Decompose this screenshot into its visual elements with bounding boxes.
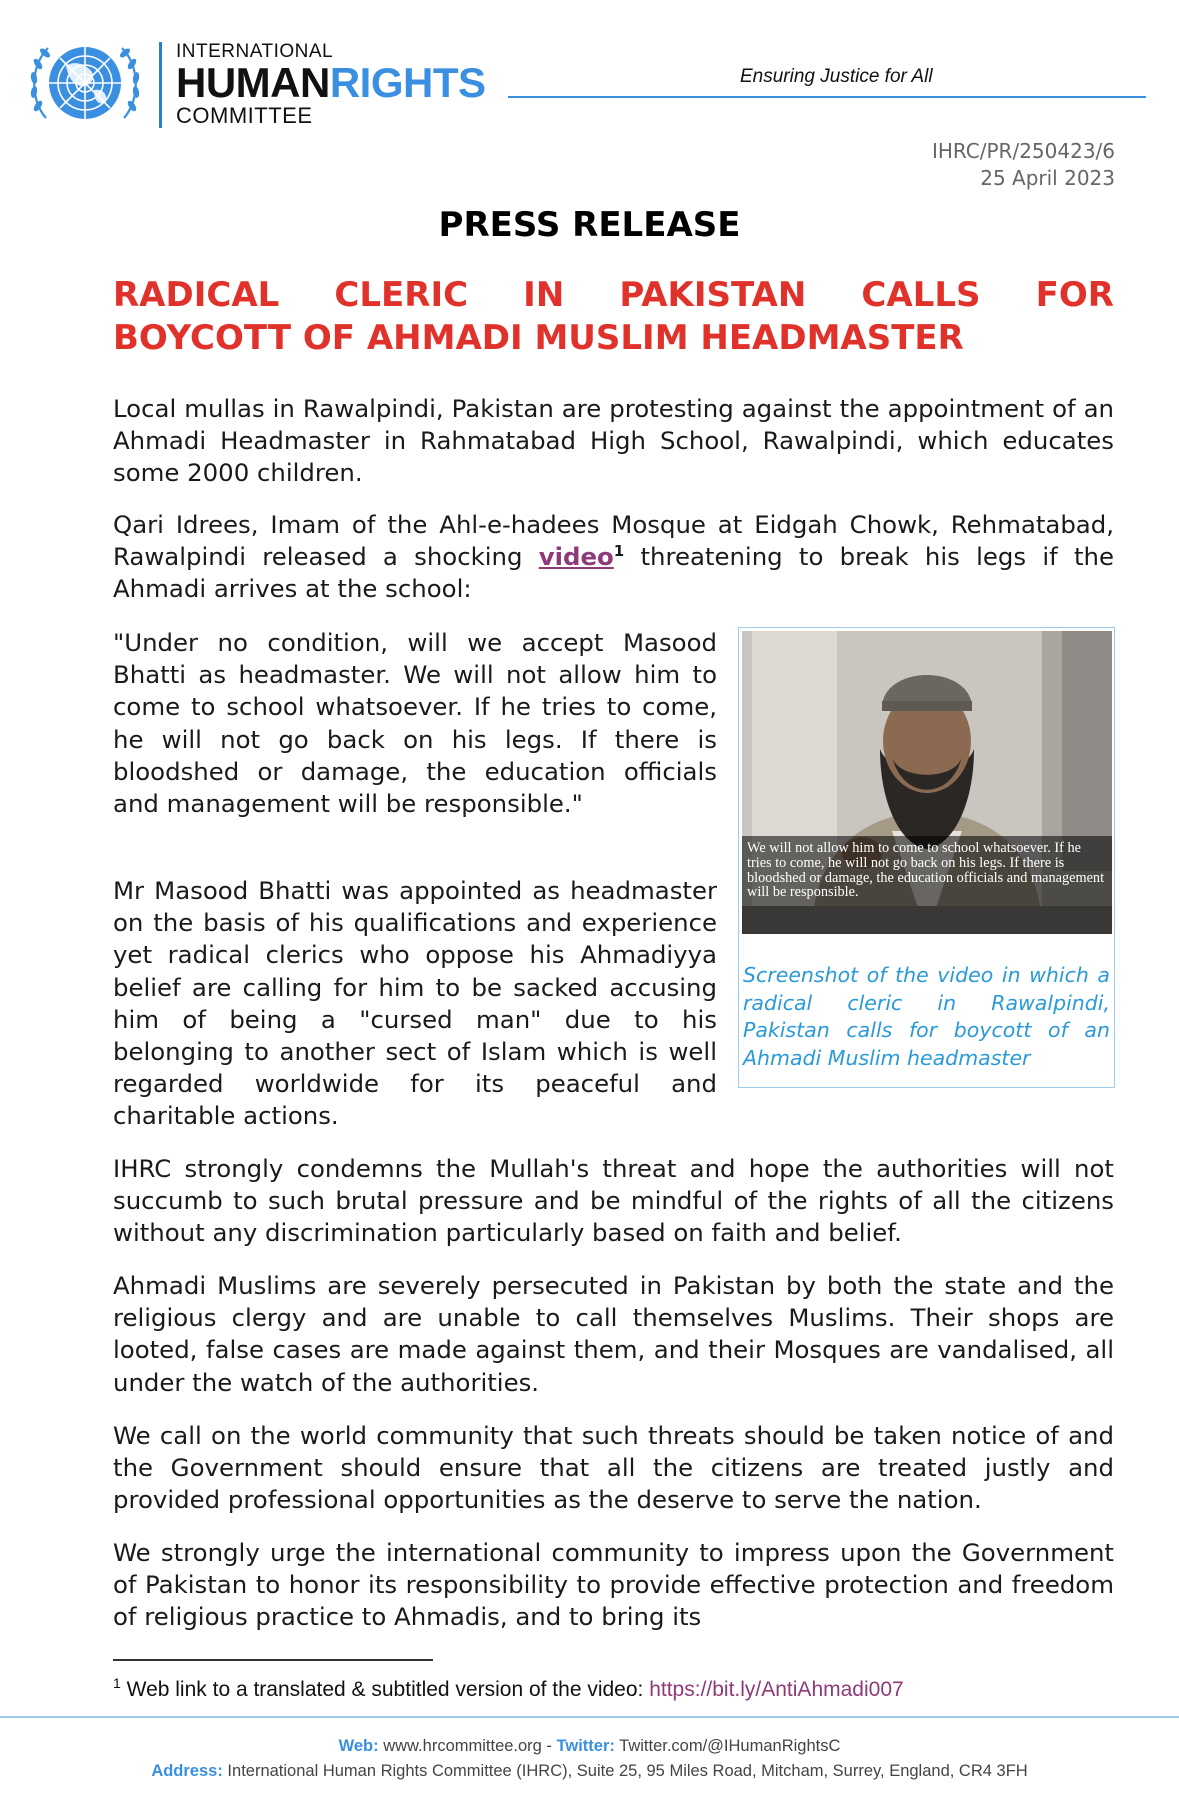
video-link[interactable]: video	[538, 542, 614, 572]
headline-word: CLERIC	[334, 275, 469, 315]
headline-word: IN	[523, 275, 565, 315]
footer-address-label: Address:	[151, 1762, 223, 1780]
headline-word: RADICAL	[113, 275, 280, 315]
logo-word-rights: RIGHTS	[329, 59, 486, 106]
paragraph-intro: Local mullas in Rawalpindi, Pakistan are protesting against the appointment of an Ahmadi Headmaster in Rahmatabad High School, Rawalpindi, which educates some 2000 children.	[113, 394, 1114, 488]
reference-code: IHRC/PR/250423/6	[931, 139, 1115, 163]
paragraph-video	[113, 509, 1114, 606]
headline-word: FOR	[1035, 275, 1114, 315]
footer-contact-line	[0, 1737, 1179, 1756]
headline-word: PAKISTAN	[619, 275, 807, 315]
logo-line-committee: COMMITTEE	[176, 103, 313, 128]
reference-block	[932, 138, 1115, 192]
reference-date: 25 April 2023	[980, 166, 1115, 190]
paragraph-video-text: Qari Idrees, Imam of the Ahl-e-hadees Mosque at Eidgah Chowk, Rehmatabad, Rawalpindi released a shocking	[113, 510, 1114, 572]
paragraph-persecution: Ahmadi Muslims are severely persecuted in Pakistan by both the state and the religious clergy and are unable to call themselves Muslims. Their shops are looted, false cases are made against them, and their Mosques are vandalised, all under the watch of the authorities.	[113, 1271, 1114, 1397]
footnote	[113, 1675, 904, 1702]
footer-web-link[interactable]: www.hrcommittee.org -	[378, 1737, 557, 1755]
figure-caption: Screenshot of the video in which a radical cleric in Rawalpindi, Pakistan calls for boycott of an Ahmadi Muslim headmaster	[743, 963, 1110, 1070]
header-rule	[508, 96, 1146, 98]
video-subtitle-text: We will not allow him to come to school whatsoever. If he tries to come, he will not go back on his legs. If there is bloodshed or damage, the education officials and management will be responsible.	[747, 840, 1105, 901]
footer-address-line	[0, 1762, 1179, 1781]
paragraph-headmaster: Mr Masood Bhatti was appointed as headmaster on the basis of his qualifications and experience yet radical clerics who oppose his Ahmadiyya belief are calling for him to be sacked accusing him of being a "cursed man" due to his belonging to another sect of Islam which is well regarded worldwide for its peaceful and charitable actions.	[113, 876, 717, 1131]
headline-line-2: BOYCOTT OF AHMADI MUSLIM HEADMASTER	[113, 318, 964, 358]
logo-word-human: HUMAN	[176, 59, 330, 106]
document-type: PRESS RELEASE	[438, 205, 741, 245]
tagline: Ensuring Justice for All	[740, 66, 933, 87]
headline-word: CALLS	[861, 275, 981, 315]
footer-web-label: Web:	[338, 1737, 379, 1755]
footnote-text: Web link to a translated & subtitled version of the video:	[120, 1678, 650, 1701]
paragraph-condemnation: IHRC strongly condemns the Mullah's threat and hope the authorities will not succumb to such brutal pressure and be mindful of the rights of all the citizens without any discrimination particularly based on faith and belief.	[113, 1154, 1114, 1248]
un-globe-icon	[26, 36, 144, 132]
footer-address: International Human Rights Committee (IHRC), Suite 25, 95 Miles Road, Mitcham, Surrey, England, CR4 3FH	[222, 1762, 1028, 1780]
footer-twitter-label: Twitter:	[556, 1737, 615, 1755]
footnote-ref-1[interactable]: 1	[613, 542, 625, 561]
footnote-number: 1	[113, 1675, 121, 1691]
quote-paragraph: "Under no condition, will we accept Masood Bhatti as headmaster. We will not allow him to come to school whatsoever. If he tries to come, he will not go back on his legs. If there is bloodshed or damage, the education officials and management will be responsible."	[113, 628, 717, 819]
footer-twitter-link[interactable]: Twitter.com/@IHumanRightsC	[614, 1737, 841, 1755]
logo-divider	[159, 42, 162, 128]
paragraph-call-world: We call on the world community that such threats should be taken notice of and the Government should ensure that all the citizens are treated justly and provided professional opportunities as the deserve to serve the nation.	[113, 1421, 1114, 1515]
logo-line-international: INTERNATIONAL	[176, 41, 334, 62]
video-screenshot-figure	[738, 627, 1115, 1088]
letterhead	[0, 0, 1179, 140]
organization-logo	[176, 42, 485, 127]
paragraph-urge: We strongly urge the international community to impress upon the Government of Pakistan to honor its responsibility to provide effective protection and freedom of religious practice to Ahmadis, and to bring its	[113, 1538, 1114, 1632]
headline-line-1	[113, 274, 1114, 317]
footnote-rule	[113, 1659, 433, 1661]
headline	[113, 274, 1114, 360]
logo-line-human-rights	[176, 59, 486, 106]
footnote-link[interactable]: https://bit.ly/AntiAhmadi007	[649, 1678, 904, 1701]
footer-rule	[0, 1716, 1179, 1718]
paragraph-video-text-end: threatening to break his legs if the Ahmadi arrives at the school:	[113, 542, 1114, 604]
